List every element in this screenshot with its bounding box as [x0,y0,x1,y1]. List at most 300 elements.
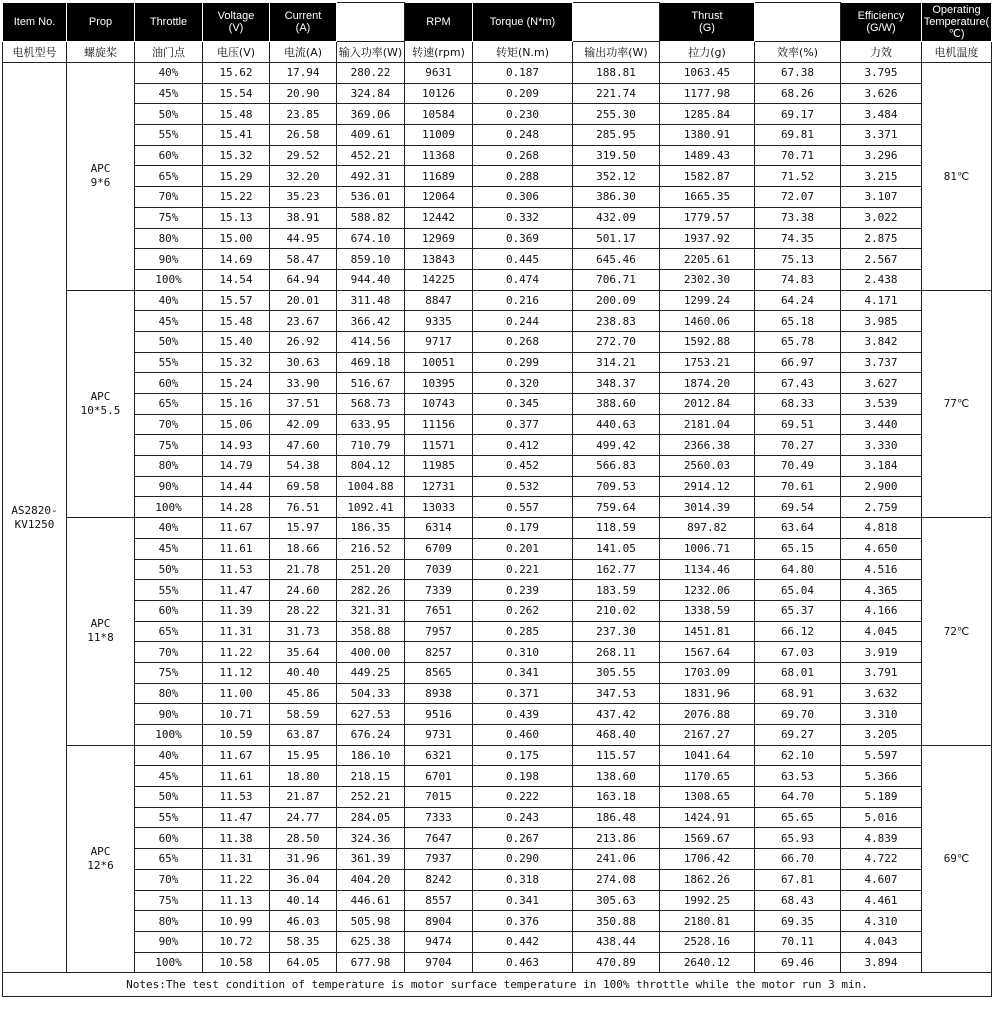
table-row [3,931,992,952]
data-cell: 4.171 [841,290,922,311]
data-cell: 2914.12 [660,476,755,497]
data-cell: 9335 [405,311,473,332]
data-cell: 15.22 [203,187,270,208]
data-cell: 15.54 [203,83,270,104]
column-header-cn: 输出功率(W) [573,42,660,63]
data-cell: 29.52 [270,145,337,166]
data-cell: 80% [135,683,203,704]
data-cell: 8938 [405,683,473,704]
data-cell: 1232.06 [660,580,755,601]
column-header-en: Thrust (G) [660,3,755,42]
data-cell: 0.532 [473,476,573,497]
data-cell: 15.00 [203,228,270,249]
data-cell: 6709 [405,538,473,559]
data-cell: 2.875 [841,228,922,249]
data-cell: 516.67 [337,373,405,394]
data-cell: 15.48 [203,104,270,125]
data-cell: 11.53 [203,559,270,580]
table-row [3,290,992,311]
data-cell: 50% [135,559,203,580]
data-cell: 4.045 [841,621,922,642]
data-cell: 1063.45 [660,63,755,84]
data-cell: 69.54 [755,497,841,518]
data-cell: 3.795 [841,63,922,84]
data-cell: 255.30 [573,104,660,125]
data-cell: 33.90 [270,373,337,394]
data-cell: 90% [135,476,203,497]
data-cell: 469.18 [337,352,405,373]
data-cell: 218.15 [337,766,405,787]
data-cell: 404.20 [337,869,405,890]
data-cell: 0.216 [473,290,573,311]
table-row [3,269,992,290]
data-cell: 12442 [405,207,473,228]
data-cell: 324.36 [337,828,405,849]
data-cell: 0.267 [473,828,573,849]
data-cell: 45% [135,766,203,787]
table-row [3,104,992,125]
data-cell: 186.10 [337,745,405,766]
data-cell: 1308.65 [660,787,755,808]
table-row [3,166,992,187]
table-row [3,187,992,208]
data-cell: 18.66 [270,538,337,559]
column-header-en: Item No. [3,3,67,42]
data-cell: 5.597 [841,745,922,766]
data-cell: 67.81 [755,869,841,890]
data-cell: 0.187 [473,63,573,84]
data-cell: 633.95 [337,414,405,435]
data-cell: 14.93 [203,435,270,456]
data-cell: 40.40 [270,662,337,683]
data-cell: 69.51 [755,414,841,435]
data-cell: 9717 [405,331,473,352]
data-cell: 68.33 [755,394,841,415]
data-cell: 0.262 [473,600,573,621]
column-header-en: Efficiency (G/W) [841,3,922,42]
data-cell: 0.209 [473,83,573,104]
data-cell: 676.24 [337,725,405,746]
data-cell: 213.86 [573,828,660,849]
data-cell: 55% [135,352,203,373]
data-cell: 446.61 [337,890,405,911]
data-cell: 38.91 [270,207,337,228]
data-cell: 55% [135,580,203,601]
data-cell: 0.288 [473,166,573,187]
data-cell: 70.27 [755,435,841,456]
data-cell: 36.04 [270,869,337,890]
data-cell: 1134.46 [660,559,755,580]
data-cell: 706.71 [573,269,660,290]
data-cell: 3.440 [841,414,922,435]
data-cell: 0.463 [473,952,573,973]
data-cell: 504.33 [337,683,405,704]
data-cell: 15.48 [203,311,270,332]
data-cell: 26.92 [270,331,337,352]
data-cell: 0.248 [473,125,573,146]
data-cell: 70% [135,414,203,435]
table-row [3,580,992,601]
data-cell: 3.205 [841,725,922,746]
data-cell: 15.06 [203,414,270,435]
data-cell: 10.58 [203,952,270,973]
data-cell: 65.18 [755,311,841,332]
data-cell: 210.02 [573,600,660,621]
data-cell: 314.21 [573,352,660,373]
data-cell: 9631 [405,63,473,84]
data-cell: 69.70 [755,704,841,725]
data-cell: 0.369 [473,228,573,249]
data-cell: 15.32 [203,145,270,166]
data-cell: 4.818 [841,518,922,539]
data-cell: 118.59 [573,518,660,539]
data-cell: 7333 [405,807,473,828]
data-cell: 4.365 [841,580,922,601]
table-row [3,63,992,84]
data-cell: 58.59 [270,704,337,725]
data-cell: 677.98 [337,952,405,973]
data-cell: 11.47 [203,580,270,601]
motor-model-cell: AS2820- KV1250 [3,63,67,973]
column-header-cn: 效率(%) [755,42,841,63]
column-header-en: RPM [405,3,473,42]
data-cell: 9516 [405,704,473,725]
data-cell: 221.74 [573,83,660,104]
data-cell: 37.51 [270,394,337,415]
data-cell: 188.81 [573,63,660,84]
data-cell: 46.03 [270,911,337,932]
data-cell: 944.40 [337,269,405,290]
data-cell: 241.06 [573,849,660,870]
data-cell: 65% [135,394,203,415]
data-cell: 2.438 [841,269,922,290]
table-row [3,538,992,559]
data-cell: 1703.09 [660,662,755,683]
data-cell: 1338.59 [660,600,755,621]
data-cell: 80% [135,456,203,477]
data-cell: 0.179 [473,518,573,539]
data-cell: 272.70 [573,331,660,352]
data-cell: 2181.04 [660,414,755,435]
data-cell: 15.62 [203,63,270,84]
table-row [3,559,992,580]
data-cell: 8242 [405,869,473,890]
data-cell: 183.59 [573,580,660,601]
data-cell: 7937 [405,849,473,870]
data-cell: 566.83 [573,456,660,477]
table-row [3,662,992,683]
table-row [3,352,992,373]
data-cell: 5.366 [841,766,922,787]
data-cell: 3014.39 [660,497,755,518]
data-cell: 2640.12 [660,952,755,973]
data-cell: 64.05 [270,952,337,973]
data-cell: 284.05 [337,807,405,828]
data-cell: 1706.42 [660,849,755,870]
data-cell: 26.58 [270,125,337,146]
data-cell: 75% [135,435,203,456]
prop-cell: APC 9*6 [67,63,135,291]
data-cell: 3.632 [841,683,922,704]
data-cell: 55% [135,807,203,828]
table-row [3,373,992,394]
data-cell: 1831.96 [660,683,755,704]
data-cell: 100% [135,269,203,290]
data-cell: 4.722 [841,849,922,870]
data-cell: 366.42 [337,311,405,332]
data-cell: 348.37 [573,373,660,394]
data-cell: 65.93 [755,828,841,849]
table-row [3,311,992,332]
data-cell: 449.25 [337,662,405,683]
data-cell: 20.01 [270,290,337,311]
data-cell: 350.88 [573,911,660,932]
temperature-cell: 72℃ [922,518,992,746]
data-cell: 15.16 [203,394,270,415]
data-cell: 1937.92 [660,228,755,249]
column-header-cn: 电机温度 [922,42,992,63]
data-cell: 28.22 [270,600,337,621]
data-cell: 63.64 [755,518,841,539]
data-cell: 63.87 [270,725,337,746]
data-cell: 0.460 [473,725,573,746]
data-cell: 30.63 [270,352,337,373]
data-cell: 1177.98 [660,83,755,104]
data-cell: 65% [135,621,203,642]
data-cell: 66.97 [755,352,841,373]
data-cell: 65% [135,166,203,187]
data-cell: 319.50 [573,145,660,166]
table-row [3,869,992,890]
data-cell: 90% [135,704,203,725]
data-cell: 1592.88 [660,331,755,352]
header-row-chinese [3,42,992,63]
data-cell: 58.35 [270,931,337,952]
data-cell: 1665.35 [660,187,755,208]
data-cell: 10743 [405,394,473,415]
data-cell: 12969 [405,228,473,249]
data-cell: 31.73 [270,621,337,642]
data-cell: 2.759 [841,497,922,518]
data-cell: 11.61 [203,538,270,559]
column-header-cn: 输入功率(W) [337,42,405,63]
table-row [3,435,992,456]
data-cell: 69.46 [755,952,841,973]
data-cell: 28.50 [270,828,337,849]
data-cell: 10.72 [203,931,270,952]
data-cell: 251.20 [337,559,405,580]
data-cell: 4.166 [841,600,922,621]
column-header-cn: 电压(V) [203,42,270,63]
data-cell: 2167.27 [660,725,755,746]
data-cell: 4.839 [841,828,922,849]
data-cell: 1569.67 [660,828,755,849]
data-cell: 0.198 [473,766,573,787]
data-cell: 32.20 [270,166,337,187]
data-cell: 1424.91 [660,807,755,828]
data-cell: 5.016 [841,807,922,828]
data-cell: 42.09 [270,414,337,435]
column-header-cn: 油门点 [135,42,203,63]
data-cell: 7651 [405,600,473,621]
data-cell: 90% [135,249,203,270]
data-cell: 2302.30 [660,269,755,290]
table-row [3,952,992,973]
data-cell: 0.290 [473,849,573,870]
data-cell: 21.87 [270,787,337,808]
data-cell: 2366.38 [660,435,755,456]
table-row [3,787,992,808]
column-header-cn: 转速(rpm) [405,42,473,63]
data-cell: 1092.41 [337,497,405,518]
data-cell: 0.201 [473,538,573,559]
data-cell: 44.95 [270,228,337,249]
data-cell: 60% [135,373,203,394]
data-cell: 24.60 [270,580,337,601]
data-cell: 252.21 [337,787,405,808]
data-cell: 1489.43 [660,145,755,166]
data-cell: 11.00 [203,683,270,704]
table-row [3,828,992,849]
data-cell: 40% [135,63,203,84]
data-cell: 0.412 [473,435,573,456]
data-cell: 65% [135,849,203,870]
data-cell: 9704 [405,952,473,973]
table-row [3,725,992,746]
data-cell: 12731 [405,476,473,497]
data-cell: 0.442 [473,931,573,952]
data-cell: 68.01 [755,662,841,683]
data-cell: 3.791 [841,662,922,683]
data-cell: 50% [135,104,203,125]
data-cell: 3.371 [841,125,922,146]
data-cell: 2012.84 [660,394,755,415]
data-cell: 2205.61 [660,249,755,270]
notes-row [3,973,992,997]
data-cell: 2076.88 [660,704,755,725]
data-cell: 15.57 [203,290,270,311]
data-cell: 7039 [405,559,473,580]
data-cell: 11689 [405,166,473,187]
data-cell: 35.23 [270,187,337,208]
data-cell: 2.567 [841,249,922,270]
data-cell: 50% [135,331,203,352]
data-cell: 505.98 [337,911,405,932]
data-cell: 8847 [405,290,473,311]
data-cell: 470.89 [573,952,660,973]
table-row [3,890,992,911]
data-cell: 6701 [405,766,473,787]
data-cell: 1285.84 [660,104,755,125]
data-cell: 70.71 [755,145,841,166]
data-cell: 74.35 [755,228,841,249]
data-cell: 440.63 [573,414,660,435]
data-cell: 3.296 [841,145,922,166]
data-cell: 3.985 [841,311,922,332]
table-row [3,766,992,787]
data-cell: 64.94 [270,269,337,290]
data-cell: 3.330 [841,435,922,456]
data-cell: 8257 [405,642,473,663]
data-cell: 75% [135,662,203,683]
data-cell: 0.268 [473,145,573,166]
data-cell: 24.77 [270,807,337,828]
data-cell: 10584 [405,104,473,125]
data-cell: 4.310 [841,911,922,932]
data-cell: 0.332 [473,207,573,228]
data-cell: 804.12 [337,456,405,477]
data-cell: 66.70 [755,849,841,870]
data-cell: 40% [135,745,203,766]
data-cell: 10.71 [203,704,270,725]
data-cell: 1779.57 [660,207,755,228]
data-cell: 15.97 [270,518,337,539]
data-cell: 15.41 [203,125,270,146]
data-cell: 0.306 [473,187,573,208]
data-cell: 60% [135,828,203,849]
data-cell: 100% [135,952,203,973]
data-cell: 12064 [405,187,473,208]
data-cell: 11.67 [203,745,270,766]
data-cell: 1299.24 [660,290,755,311]
data-cell: 69.17 [755,104,841,125]
data-cell: 0.376 [473,911,573,932]
table-row [3,125,992,146]
header-row-english [3,3,992,42]
data-cell: 74.83 [755,269,841,290]
column-header-en: Torque (N*m) [473,3,573,42]
table-row [3,228,992,249]
column-header-cn: 电流(A) [270,42,337,63]
data-cell: 2.900 [841,476,922,497]
data-cell: 47.60 [270,435,337,456]
data-cell: 11009 [405,125,473,146]
table-row [3,414,992,435]
data-cell: 11.22 [203,642,270,663]
data-cell: 100% [135,497,203,518]
notes-text: Notes:The test condition of temperature is motor surface temperature in 100% throttle while the motor run 3 min. [3,973,992,997]
data-cell: 0.285 [473,621,573,642]
data-cell: 859.10 [337,249,405,270]
data-cell: 70.11 [755,931,841,952]
table-body [3,3,992,997]
data-cell: 63.53 [755,766,841,787]
data-cell: 438.44 [573,931,660,952]
data-cell: 3.484 [841,104,922,125]
data-cell: 67.43 [755,373,841,394]
data-cell: 1582.87 [660,166,755,187]
data-cell: 4.650 [841,538,922,559]
data-cell: 4.461 [841,890,922,911]
data-cell: 627.53 [337,704,405,725]
data-cell: 69.58 [270,476,337,497]
data-cell: 305.63 [573,890,660,911]
data-cell: 69.27 [755,725,841,746]
column-header-cn: 电机型号 [3,42,67,63]
data-cell: 8565 [405,662,473,683]
data-cell: 3.184 [841,456,922,477]
data-cell: 186.35 [337,518,405,539]
data-cell: 14.79 [203,456,270,477]
data-cell: 0.239 [473,580,573,601]
data-cell: 4.516 [841,559,922,580]
data-cell: 7957 [405,621,473,642]
data-cell: 9474 [405,931,473,952]
data-cell: 709.53 [573,476,660,497]
data-cell: 645.46 [573,249,660,270]
data-cell: 10395 [405,373,473,394]
table-row [3,704,992,725]
